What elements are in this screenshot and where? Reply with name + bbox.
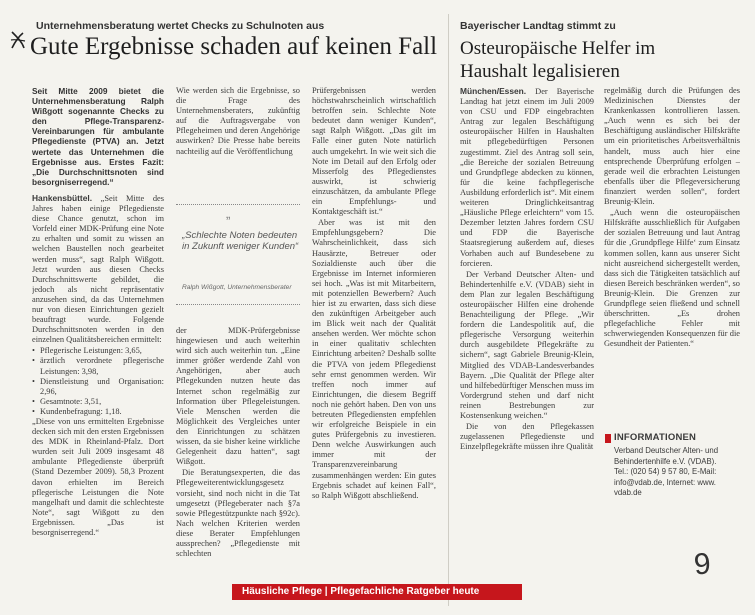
- info-line: Behindertenhilfe e.V. (VDAB).: [614, 456, 717, 466]
- dateline: München/Essen.: [460, 86, 527, 96]
- info-line: Verband Deutscher Alten- und: [614, 446, 719, 455]
- body-text: „Diese von uns ermittelten Ergebnisse decken sich mit den ersten Ergebnissen des MDK in Rheinland-Pfalz. Dort wurden seit Juli 2009 insgesamt 48 ambulante Pflegedienste überprüft (Stand Dezember 2009). 58,3 Prozent davon erhielten im Bereich pflegerische Leistungen die Note mangelhaft und damit die schlechteste Note“, sagt Wißgott zu den Ergebnissen. „Das ist besorgniserregend.“: [32, 417, 164, 538]
- body-text: Prüfergebnissen werden höchstwahrscheinlich wirtschaftlich betroffen sein. Schlechte Note bedeutet dann weniger Kunden“, sagt Ralph Wißgott. „Das gilt im Falle einer guten Note natürlich auch umgekehrt. In wie weit sich die Note im Detail auf den Erfolg oder Misserfolg des Pflegedienstes auswirkt, ist schwierig einzuschätzen, da ambulante Pflege ein Empfehlungs- und Kontaktgeschäft ist.“: [312, 86, 436, 217]
- left-article-headline: Gute Ergebnisse schaden auf keinen Fall: [30, 33, 438, 60]
- info-box: [614, 446, 739, 499]
- list-item: • Pflegerische Leistungen: 3,65,: [32, 346, 164, 356]
- list-item: • Dienstleistung und Organisation: 2,96,: [32, 377, 164, 397]
- body-text: regelmäßig durch die Prüfungen des Medizinischen Dienstes der Krankenkassen kontrollieren lassen. „Auch wenn es sich bei der Beschäftigung ausländischer Hilfskräfte um ein prioritetisches Arbeitsverhältnis handelt, muss auch hier eine entsprechende Überprüfung erfolgen – gerade weil die erbrachten Leistungen ebenfalls über die Pflegeversicherung finanziert werden sollen“, fordert Breunig-Klein.: [604, 86, 740, 207]
- list-item: • Gesamtnote: 3,51,: [32, 397, 164, 407]
- body-text: Wie werden sich die Ergebnisse, so die Frage des Unternehmensberaters, zukünftig auf die Auftragsvergabe von Pflegeheimen und deren Angehörige auswirken? Die Presse habe bereits nachteilig auf die Veröffentlichung: [176, 86, 300, 156]
- grades-list: [32, 346, 164, 417]
- right-article-column-1: [460, 86, 594, 582]
- left-article-kicker: Unternehmensberatung wertet Checks zu Schulnoten aus: [36, 20, 325, 32]
- left-article-lead: Seit Mitte 2009 bietet die Unternehmensberatung Ralph Wißgott sogenannte Checks zu den Pflege-Transparenz-Vereinbarungen für ambulante Pflegedienste (PTVA) an. Jetzt wertete das Unternehmen die Ergebnisse aus. Erstes Fazit: „Die Durchschnittsnoten sind besorgniserregend.“: [32, 86, 164, 187]
- body-text: Die Beratungsexperten, die das Pflegeweiterentwicklungsgesetz vorsieht, sind noch nicht in die Tat umgesetzt (Pflegeberater nach §7a sowie Pflegestützpunkte nach §92c). Nach welchen Kriterien werden diese Berater Empfehlungen aussprechen? „Pflegedienste mit schlechten: [176, 468, 300, 559]
- pull-quote: [176, 200, 300, 310]
- quote-mark: „: [226, 206, 231, 221]
- quote-rule-top: [176, 204, 300, 205]
- left-article-column-2-bottom: [176, 326, 300, 580]
- quote-text: „Schlechte Noten bedeuten in Zukunft weniger Kunden“: [182, 230, 299, 252]
- left-article-column-2-top: [176, 86, 300, 198]
- quote-rule-bottom: [176, 304, 300, 305]
- body-text: Der Verband Deutscher Alten- und Behindertenhilfe e.V. (VDAB) sieht in dem Plan zur legalen Beschäftigung osteuropäischer Hilfen eine drohende Benachteiligung der Pflege. „Wir fordern die Landespolitik auf, die pflegerische Versorgung weiterhin durch ausgebildete Pflegekräfte zu sichern“, sagt Gabriele Breunig-Klein, Mitglied des VDAB-Landesverbandes Bayern. „Die Qualität der Pflege alter und hilfebedürftiger Menschen muss im Vordergrund stehen und darf nicht reinen Bestrebungen zur Kostensenkung weichen.“: [460, 269, 594, 420]
- right-article-kicker: Bayerischer Landtag stimmt zu: [460, 20, 616, 32]
- handwritten-page-number: 9: [692, 547, 712, 582]
- quote-source: Ralph Wißgott, Unternehmensberater: [182, 284, 292, 291]
- right-article-headline-line-2: Haushalt legalisieren: [460, 61, 620, 82]
- right-article-headline-line-1: Osteuropäische Helfer im: [460, 38, 656, 59]
- right-article-column-2: [604, 86, 740, 426]
- list-item: • ärztlich verordnete pflegerische Leistungen: 3,98,: [32, 356, 164, 376]
- left-article-column-1: [32, 86, 164, 586]
- info-line: vdab.de: [614, 488, 642, 497]
- dateline: Hankensbüttel.: [32, 192, 93, 203]
- info-accent-bar: [605, 434, 611, 443]
- footer-label: Häusliche Pflege | Pflegefachliche Ratgeber heute: [242, 586, 480, 597]
- left-article-column-3: [312, 86, 436, 580]
- body-text: der MDK-Prüfergebnisse hingewiesen und auch weiterhin wird sich auch weiterhin tun. „Eine immer größer werdende Zahl von Angehörigen, aber auch Pflegekunden nutzen heute das Internet schon regelmäßig zur Information über Pflegeleistungen. Viele Menschen werden die Möglichkeit des Vergleiches unter den Einrichtungen zu schätzen wissen, da sie bisher keine wirkliche Gelegenheit dazu hatten“, sagt Wißgott.: [176, 326, 300, 467]
- body-text: Aber was ist mit den Empfehlungsgebern? Die Wahrscheinlichkeit, dass sich Hausärzte, Betreuer oder Sozialdienste auch über die Ergebnisse im Internet informieren sei hoch. „Was ist mit Mitarbeitern, mit potenziellen Bewerbern? Auch hier ist zu erwarten, dass sich diese den zukünftigen Arbeitgeber auch im Blick weit nach der Qualität ansehen werden. Wer möchte schon in einer qualitativ schlechten Einrichtung arbeiten? Deshalb sollte die PTVA von jedem Pflegedienst sehr ernst genommen werden. Wir treffen noch immer auf Einrichtungen, die diesem Begriff noch nie gehört haben. Den von uns betreuten Pflegediensten empfehlen wir erfolgreiche Beispiele in ein gutes Prüfergebnis zu investieren. Denn welche Auswirkungen auch immer mit der Transparenzvereinbarung zusammenhängen werden: Ein gutes Ergebnis schadet auf keinen Fall“, so Ralph Wißgott abschließend.: [312, 218, 436, 500]
- column-divider: [448, 14, 449, 606]
- body-text: Die von den Pflegekassen zugelassenen Pflegedienste und Einzelpflegekräfte müssen ihre Qualität: [460, 422, 594, 452]
- handwritten-mark-icon: [9, 30, 27, 50]
- info-heading: INFORMATIONEN: [614, 432, 697, 443]
- list-item: • Kundenbefragung: 1,18.: [32, 407, 164, 417]
- body-text: Der Bayerische Landtag hat jetzt einem im Juli 2009 von CSU und FDP eingebrachten Antrag zur legalen Beschäftigung osteuropäischer Hilfen in Haushalten mit pflegebedürftigen Personen zugestimmt. Ziel des Antrag soll sein, „die Bereiche der sozialen Betreuung und Grundpflege abdecken zu können, für die keine fachpflegerische Ausbildung erforderlich ist“. Mit einem weiteren Dringlichkeitsantrag „Häusliche Pflege erleichtern“ vom 15. Dezember letzten Jahres fordern CSU und FDP die Bayerische Staatsregierung außerdem auf, dieses Vorhaben auch auf Bundesebene zu forcieren.: [460, 87, 594, 268]
- info-line: info@vdab.de, Internet: www.: [614, 477, 716, 487]
- body-text: „Seit Mitte des Jahres haben einige Pflegedienste diese Chance genutzt, schon im Vorfeld einer MDK-Prüfung eine Note zu erhalten und somit zu wissen an welchen Baustellen noch gearbeitet werden muss“, sagt Ralph Wißgott. Jetzt wurden aus diesen Checks Durchschnittswerte gebildet, die jedoch als nicht repräsentativ anzusehen sind, da das Unternehmen nur von diesen Einrichtungen gezielt beauftragt wurde. Folgende Durchschnittsnoten werden in den einzelnen Qualitätsbereichen ermittelt:: [32, 193, 164, 345]
- info-line: Tel.: (020 54) 9 57 80, E-Mail:: [614, 467, 717, 476]
- body-text: „Auch wenn die osteuropäischen Hilfskräfte ausschließlich für Aufgaben der sozialen Betreuung und laut Antrag für die ‚Grundpflege Hilfe‘ zum Einsatz kommen sollen, kann aus unserer Sicht nicht ausreichend sichergestellt werden, dass sich die Tätigkeiten tatsächlich auf diesen Bereich beschränken werden“, so Breunig-Klein. Die Grenzen zur Grundpflege seien fließend und schnell überschritten. „Es drohen pflegefachliche Fehler mit schwerwiegenden Konsequenzen für die Gesundheit der Patienten.“: [604, 208, 740, 349]
